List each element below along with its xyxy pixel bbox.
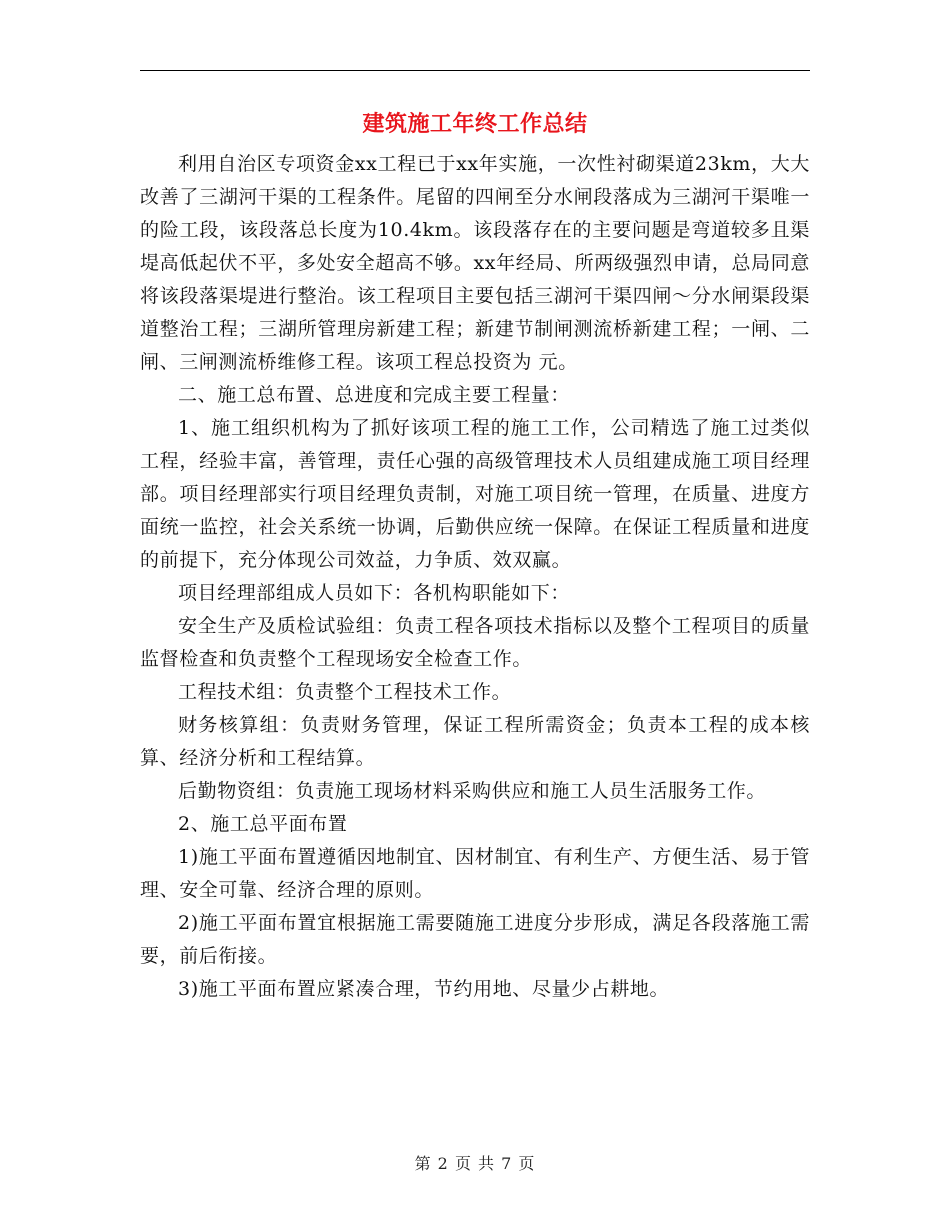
paragraph-members: 项目经理部组成人员如下：各机构职能如下： — [178, 582, 571, 604]
document-body — [140, 148, 810, 1006]
page-number: 第 2 页 共 7 页 — [414, 1154, 536, 1173]
paragraph-finance-group: 财务核算组：负责财务管理，保证工程所需资金；负责本工程的成本核算、经济分析和工程结算。 — [140, 714, 810, 769]
header-rule — [140, 70, 810, 71]
paragraph-intro: 利用自治区专项资金xx工程已于xx年实施，一次性衬砌渠道23km，大大改善了三湖河干渠的工程条件。尾留的四闸至分水闸段落成为三湖河干渠唯一的险工段，该段落总长度为10.4km。该段落存在的主要问题是弯道较多且渠堤高低起伏不平，多处安全超高不够。xx年经局、所两级强烈申请，总局同意将该段落渠堤进行整治。该工程项目主要包括三湖河干渠四闸～分水闸渠段渠道整治工程；三湖所管理房新建工程；新建节制闸测流桥新建工程；一闸、二闸、三闸测流桥维修工程。该项工程总投资为 元。 — [140, 153, 810, 373]
paragraph-layout-rule-3: 3)施工平面布置应紧凑合理，节约用地、尽量少占耕地。 — [178, 978, 670, 1000]
paragraph-layout-rule-2: 2)施工平面布置宜根据施工需要随施工进度分步形成，满足各段落施工需要，前后衔接。 — [140, 912, 810, 967]
paragraph-organization: 1、施工组织机构为了抓好该项工程的施工工作，公司精选了施工过类似工程，经验丰富，善管理，责任心强的高级管理技术人员组建成施工项目经理部。项目经理部实行项目经理负责制，对施工项目统一管理，在质量、进度方面统一监控，社会关系统一协调，后勤供应统一保障。在保证工程质量和进度的前提下，充分体现公司效益，力争质、效双赢。 — [140, 417, 810, 571]
paragraph-logistics-group: 后勤物资组：负责施工现场材料采购供应和施工人员生活服务工作。 — [178, 780, 767, 802]
document-title: 建筑施工年终工作总结 — [362, 112, 588, 137]
section-heading-layout-progress: 二、施工总布置、总进度和完成主要工程量： — [178, 384, 571, 406]
section-heading-site-layout: 2、施工总平面布置 — [178, 813, 348, 835]
paragraph-tech-group: 工程技术组：负责整个工程技术工作。 — [178, 681, 512, 703]
paragraph-safety-group: 安全生产及质检试验组：负责工程各项技术指标以及整个工程项目的质量监督检查和负责整个工程现场安全检查工作。 — [140, 615, 810, 670]
paragraph-layout-rule-1: 1)施工平面布置遵循因地制宜、因材制宜、有利生产、方便生活、易于管理、安全可靠、经济合理的原则。 — [140, 846, 810, 901]
